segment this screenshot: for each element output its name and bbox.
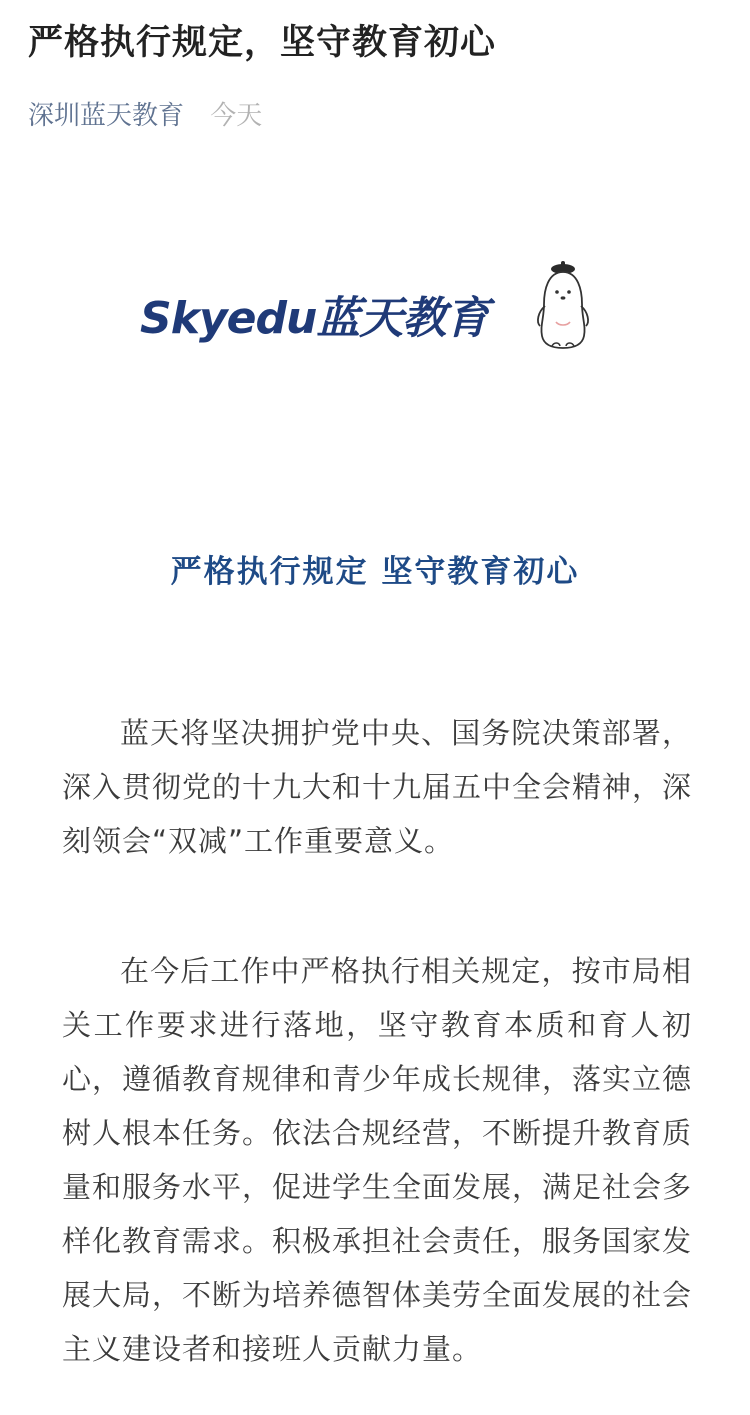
article-meta [28,96,262,136]
brand-logo [140,258,600,358]
section-heading: 严格执行规定 坚守教育初心 [170,554,580,590]
article-title: 严格执行规定，坚守教育初心 [28,23,497,63]
logo-text: Skyedu蓝天教育 [140,293,489,344]
publish-time: 今天 [210,101,263,131]
polar-bear-mascot-icon [532,260,594,352]
account-name-link[interactable]: 深圳蓝天教育 [28,101,185,131]
body-paragraph: 在今后工作中严格执行相关规定，按市局相关工作要求进行落地，坚守教育本质和育人初心，遵循教育规律和青少年成长规律，落实立德树人根本任务。依法合规经营，不断提升教育质量和服务水平，促进学生全面发展，满足社会多样化教育需求。积极承担社会责任，服务国家发展大局，不断为培养德智体美劳全面发展的社会主义建设者和接班人贡献力量。 [62,954,693,1366]
body-paragraph: 蓝天将坚决拥护党中央、国务院决策部署，深入贯彻党的十九大和十九届五中全会精神，深刻领会“双减”工作重要意义。 [62,716,693,858]
